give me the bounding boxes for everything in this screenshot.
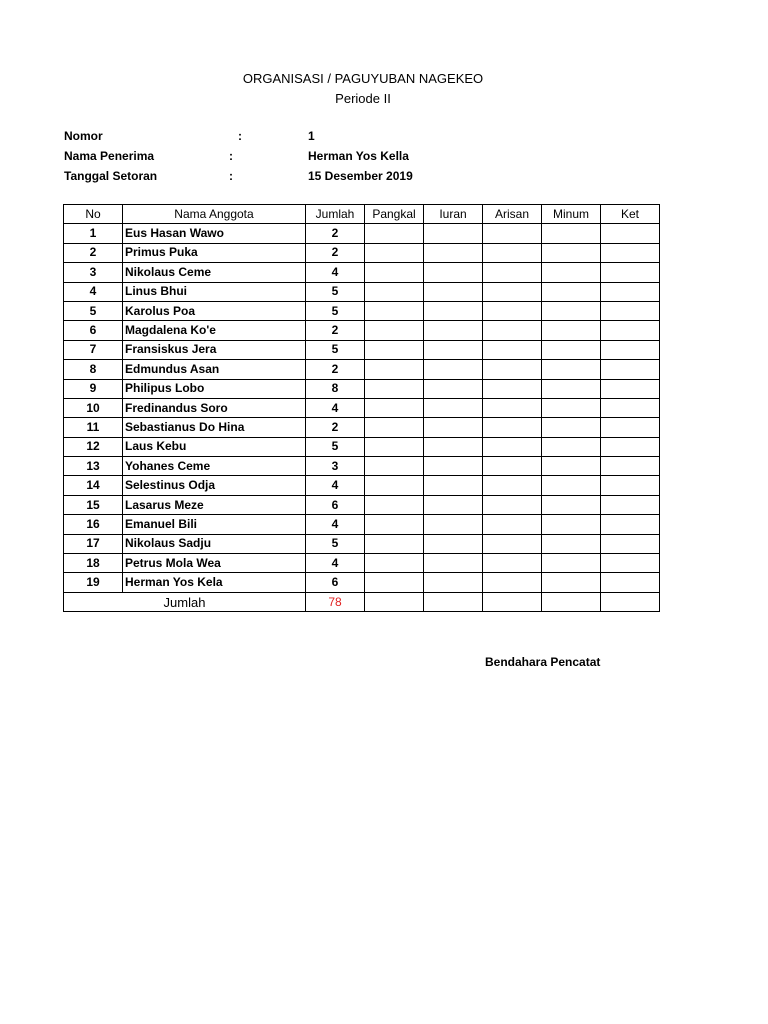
- cell-no: 2: [64, 243, 123, 262]
- cell-minum: [542, 321, 601, 340]
- cell-jumlah: 2: [306, 243, 365, 262]
- cell-nama-anggota: Magdalena Ko'e: [123, 321, 306, 340]
- cell-nama-anggota: Primus Puka: [123, 243, 306, 262]
- column-header-ket: Ket: [601, 205, 660, 224]
- document-title: ORGANISASI / PAGUYUBAN NAGEKEO: [242, 71, 484, 86]
- cell-pangkal: [365, 573, 424, 592]
- cell-pangkal: [365, 437, 424, 456]
- table-cell: [424, 592, 483, 611]
- column-header-iuran: Iuran: [424, 205, 483, 224]
- table-row: [64, 476, 660, 495]
- cell-jumlah: 4: [306, 398, 365, 417]
- cell-jumlah: 2: [306, 360, 365, 379]
- info-value-nama-penerima: Herman Yos Kella: [308, 149, 409, 163]
- cell-minum: [542, 224, 601, 243]
- cell-jumlah: 5: [306, 437, 365, 456]
- cell-jumlah: 4: [306, 554, 365, 573]
- info-value-tanggal-setoran: 15 Desember 2019: [308, 169, 413, 183]
- cell-pangkal: [365, 379, 424, 398]
- info-label-tanggal-setoran: Tanggal Setoran: [64, 169, 158, 183]
- cell-nama-anggota: Yohanes Ceme: [123, 457, 306, 476]
- cell-pangkal: [365, 457, 424, 476]
- cell-pangkal: [365, 321, 424, 340]
- cell-nama-anggota: Karolus Poa: [123, 301, 306, 320]
- table-cell: [601, 592, 660, 611]
- cell-no: 10: [64, 398, 123, 417]
- column-header-nama-anggota: Nama Anggota: [123, 205, 306, 224]
- cell-pangkal: [365, 263, 424, 282]
- cell-no: 17: [64, 534, 123, 553]
- cell-nama-anggota: Fransiskus Jera: [123, 340, 306, 359]
- cell-pangkal: [365, 282, 424, 301]
- cell-arisan: [483, 360, 542, 379]
- cell-ket: [601, 573, 660, 592]
- cell-minum: [542, 534, 601, 553]
- cell-no: 15: [64, 495, 123, 514]
- member-table: [63, 204, 660, 612]
- cell-jumlah: 3: [306, 457, 365, 476]
- cell-minum: [542, 554, 601, 573]
- cell-ket: [601, 224, 660, 243]
- table-row: [64, 418, 660, 437]
- table-row: [64, 573, 660, 592]
- cell-iuran: [424, 495, 483, 514]
- cell-nama-anggota: Herman Yos Kela: [123, 573, 306, 592]
- cell-no: 14: [64, 476, 123, 495]
- cell-arisan: [483, 243, 542, 262]
- cell-pangkal: [365, 398, 424, 417]
- cell-nama-anggota: Petrus Mola Wea: [123, 554, 306, 573]
- cell-iuran: [424, 457, 483, 476]
- cell-pangkal: [365, 243, 424, 262]
- cell-jumlah: 5: [306, 301, 365, 320]
- cell-nama-anggota: Laus Kebu: [123, 437, 306, 456]
- cell-ket: [601, 321, 660, 340]
- cell-ket: [601, 263, 660, 282]
- info-label-nama-penerima: Nama Penerima: [64, 149, 155, 163]
- cell-no: 8: [64, 360, 123, 379]
- cell-jumlah: 8: [306, 379, 365, 398]
- cell-nama-anggota: Nikolaus Sadju: [123, 534, 306, 553]
- table-row: [64, 340, 660, 359]
- cell-arisan: [483, 534, 542, 553]
- table-row: [64, 379, 660, 398]
- table-cell: [365, 592, 424, 611]
- table-row: [64, 321, 660, 340]
- table-cell: [483, 592, 542, 611]
- cell-pangkal: [365, 515, 424, 534]
- table-row: [64, 554, 660, 573]
- cell-minum: [542, 243, 601, 262]
- cell-no: 5: [64, 301, 123, 320]
- table-row: [64, 495, 660, 514]
- cell-iuran: [424, 282, 483, 301]
- cell-arisan: [483, 321, 542, 340]
- cell-ket: [601, 398, 660, 417]
- cell-minum: [542, 360, 601, 379]
- cell-jumlah: 2: [306, 224, 365, 243]
- cell-arisan: [483, 515, 542, 534]
- cell-jumlah: 5: [306, 534, 365, 553]
- document-subtitle: Periode II: [335, 91, 391, 106]
- cell-no: 18: [64, 554, 123, 573]
- table-row: [64, 282, 660, 301]
- cell-jumlah: 4: [306, 476, 365, 495]
- cell-arisan: [483, 263, 542, 282]
- cell-minum: [542, 379, 601, 398]
- cell-iuran: [424, 398, 483, 417]
- cell-iuran: [424, 360, 483, 379]
- cell-no: 12: [64, 437, 123, 456]
- cell-ket: [601, 282, 660, 301]
- cell-jumlah: 5: [306, 340, 365, 359]
- cell-arisan: [483, 340, 542, 359]
- table-row: [64, 398, 660, 417]
- cell-iuran: [424, 379, 483, 398]
- cell-jumlah: 4: [306, 515, 365, 534]
- table-row: [64, 457, 660, 476]
- table-row: [64, 301, 660, 320]
- cell-arisan: [483, 418, 542, 437]
- total-value: 78: [306, 592, 365, 611]
- cell-arisan: [483, 301, 542, 320]
- cell-nama-anggota: Edmundus Asan: [123, 360, 306, 379]
- cell-no: 19: [64, 573, 123, 592]
- cell-pangkal: [365, 554, 424, 573]
- cell-arisan: [483, 476, 542, 495]
- cell-ket: [601, 457, 660, 476]
- cell-no: 11: [64, 418, 123, 437]
- cell-ket: [601, 379, 660, 398]
- cell-minum: [542, 340, 601, 359]
- cell-pangkal: [365, 224, 424, 243]
- cell-iuran: [424, 534, 483, 553]
- cell-arisan: [483, 554, 542, 573]
- cell-nama-anggota: Selestinus Odja: [123, 476, 306, 495]
- total-label: Jumlah: [64, 592, 306, 611]
- table-row: [64, 534, 660, 553]
- signature-label: Bendahara Pencatat: [485, 655, 601, 669]
- table-cell: [542, 592, 601, 611]
- cell-minum: [542, 301, 601, 320]
- cell-no: 9: [64, 379, 123, 398]
- info-colon-tanggal-setoran: :: [229, 169, 233, 183]
- cell-minum: [542, 263, 601, 282]
- cell-ket: [601, 243, 660, 262]
- cell-arisan: [483, 495, 542, 514]
- cell-arisan: [483, 457, 542, 476]
- cell-nama-anggota: Lasarus Meze: [123, 495, 306, 514]
- cell-ket: [601, 476, 660, 495]
- cell-no: 4: [64, 282, 123, 301]
- cell-iuran: [424, 554, 483, 573]
- cell-minum: [542, 573, 601, 592]
- cell-minum: [542, 457, 601, 476]
- cell-iuran: [424, 301, 483, 320]
- table-row: [64, 360, 660, 379]
- cell-ket: [601, 534, 660, 553]
- cell-nama-anggota: Emanuel Bili: [123, 515, 306, 534]
- table-row: [64, 263, 660, 282]
- cell-jumlah: 4: [306, 263, 365, 282]
- cell-pangkal: [365, 495, 424, 514]
- info-colon-nama-penerima: :: [229, 149, 233, 163]
- cell-arisan: [483, 379, 542, 398]
- column-header-pangkal: Pangkal: [365, 205, 424, 224]
- cell-iuran: [424, 515, 483, 534]
- cell-jumlah: 6: [306, 573, 365, 592]
- cell-iuran: [424, 263, 483, 282]
- cell-no: 1: [64, 224, 123, 243]
- cell-ket: [601, 340, 660, 359]
- cell-minum: [542, 515, 601, 534]
- cell-ket: [601, 515, 660, 534]
- cell-jumlah: 5: [306, 282, 365, 301]
- cell-no: 7: [64, 340, 123, 359]
- cell-iuran: [424, 340, 483, 359]
- cell-minum: [542, 418, 601, 437]
- cell-ket: [601, 418, 660, 437]
- cell-pangkal: [365, 534, 424, 553]
- cell-no: 3: [64, 263, 123, 282]
- cell-arisan: [483, 224, 542, 243]
- info-colon-nomor: :: [238, 129, 242, 143]
- cell-ket: [601, 495, 660, 514]
- table-header-row: [64, 205, 660, 224]
- table-row: [64, 437, 660, 456]
- cell-jumlah: 2: [306, 321, 365, 340]
- cell-iuran: [424, 243, 483, 262]
- cell-pangkal: [365, 476, 424, 495]
- cell-iuran: [424, 418, 483, 437]
- cell-iuran: [424, 224, 483, 243]
- cell-ket: [601, 301, 660, 320]
- cell-ket: [601, 360, 660, 379]
- column-header-jumlah: Jumlah: [306, 205, 365, 224]
- cell-ket: [601, 554, 660, 573]
- cell-nama-anggota: Philipus Lobo: [123, 379, 306, 398]
- cell-minum: [542, 437, 601, 456]
- table-row: [64, 515, 660, 534]
- cell-nama-anggota: Sebastianus Do Hina: [123, 418, 306, 437]
- cell-iuran: [424, 321, 483, 340]
- cell-iuran: [424, 573, 483, 592]
- cell-arisan: [483, 573, 542, 592]
- cell-arisan: [483, 398, 542, 417]
- cell-no: 6: [64, 321, 123, 340]
- cell-arisan: [483, 437, 542, 456]
- cell-nama-anggota: Fredinandus Soro: [123, 398, 306, 417]
- cell-minum: [542, 495, 601, 514]
- cell-minum: [542, 282, 601, 301]
- cell-pangkal: [365, 360, 424, 379]
- column-header-minum: Minum: [542, 205, 601, 224]
- column-header-no: No: [64, 205, 123, 224]
- cell-nama-anggota: Linus Bhui: [123, 282, 306, 301]
- cell-jumlah: 2: [306, 418, 365, 437]
- cell-minum: [542, 398, 601, 417]
- table-row: [64, 224, 660, 243]
- cell-arisan: [483, 282, 542, 301]
- cell-jumlah: 6: [306, 495, 365, 514]
- cell-pangkal: [365, 418, 424, 437]
- cell-no: 13: [64, 457, 123, 476]
- cell-iuran: [424, 476, 483, 495]
- cell-ket: [601, 437, 660, 456]
- cell-pangkal: [365, 340, 424, 359]
- cell-nama-anggota: Nikolaus Ceme: [123, 263, 306, 282]
- cell-no: 16: [64, 515, 123, 534]
- info-label-nomor: Nomor: [64, 129, 103, 143]
- cell-iuran: [424, 437, 483, 456]
- table-row: [64, 243, 660, 262]
- column-header-arisan: Arisan: [483, 205, 542, 224]
- cell-nama-anggota: Eus Hasan Wawo: [123, 224, 306, 243]
- cell-minum: [542, 476, 601, 495]
- info-value-nomor: 1: [308, 129, 315, 143]
- table-total-row: [64, 592, 660, 611]
- cell-pangkal: [365, 301, 424, 320]
